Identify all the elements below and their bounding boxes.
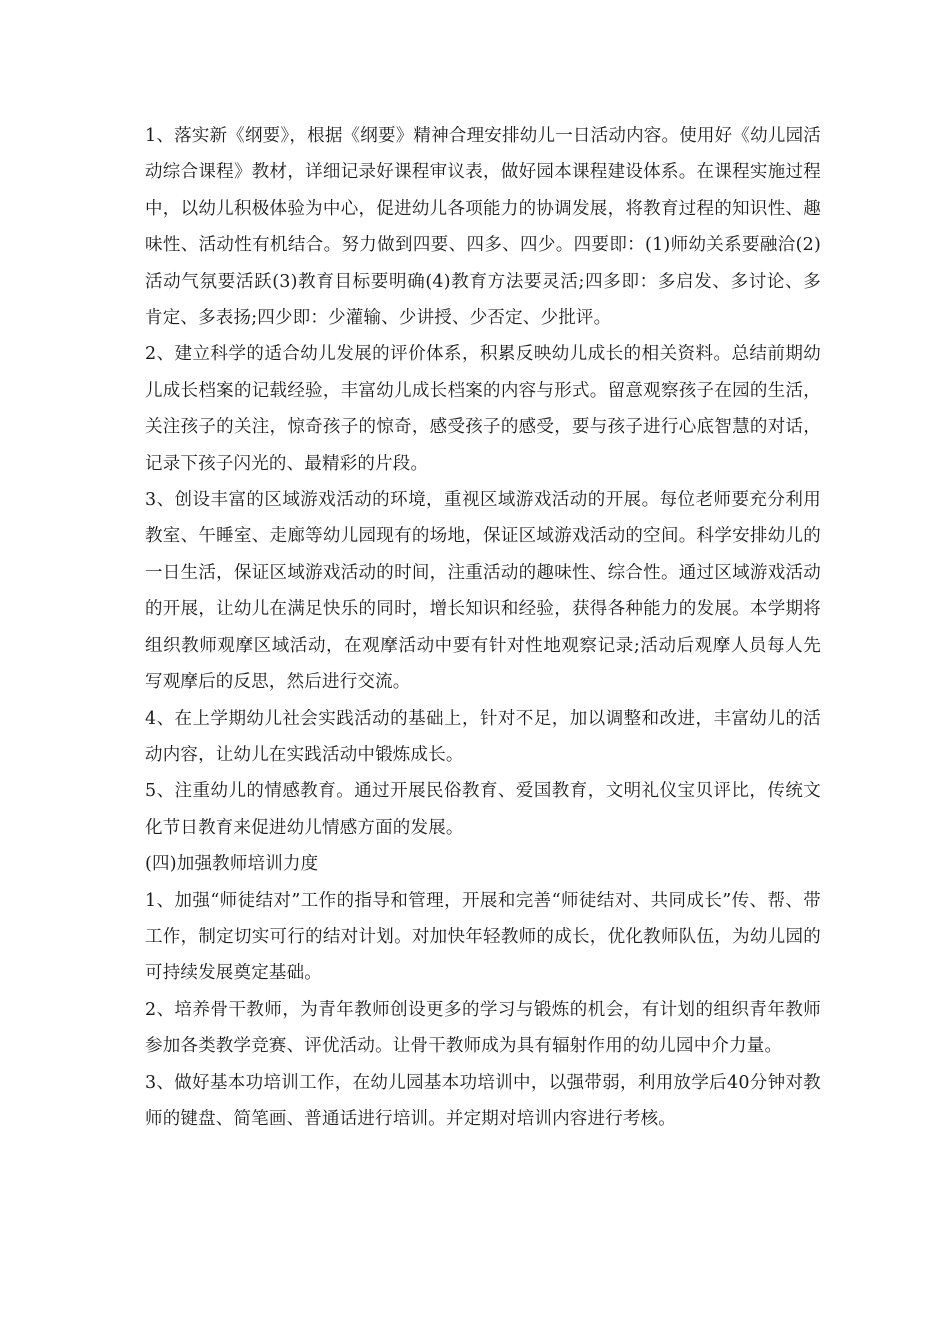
- paragraph-6: 1、加强“师徒结对”工作的指导和管理，开展和完善“师徒结对、共同成长”传、帮、带工作，制定切实可行的结对计划。对加快年轻教师的成长，优化教师队伍，为幼儿园的可持续发展奠定基础。: [145, 890, 821, 984]
- paragraph-7: 2、培养骨干教师，为青年教师创设更多的学习与锻炼的机会，有计划的组织青年教师参加各类教学竞赛、评优活动。让骨干教师成为具有辐射作用的幼儿园中介力量。: [145, 999, 821, 1057]
- paragraph-4: 4、在上学期幼儿社会实践活动的基础上，针对不足，加以调整和改进，丰富幼儿的活动内容，让幼儿在实践活动中锻炼成长。: [145, 708, 821, 765]
- document-body: [145, 118, 821, 1137]
- section-heading: (四)加强教师培训力度: [145, 854, 319, 875]
- paragraph-2: 2、建立科学的适合幼儿发展的评价体系，积累反映幼儿成长的相关资料。总结前期幼儿成长档案的记载经验，丰富幼儿成长档案的内容与形式。留意观察孩子在园的生活，关注孩子的关注，惊奇孩子的惊奇，感受孩子的感受，要与孩子进行心底智慧的对话，记录下孩子闪光的、最精彩的片段。: [145, 344, 821, 474]
- paragraph-8: 3、做好基本功培训工作，在幼儿园基本功培训中，以强带弱，利用放学后40分钟对教师的键盘、简笔画、普通话进行培训。并定期对培训内容进行考核。: [145, 1072, 821, 1129]
- paragraph-3: 3、创设丰富的区域游戏活动的环境，重视区域游戏活动的开展。每位老师要充分利用教室、午睡室、走廊等幼儿园现有的场地，保证区域游戏活动的空间。科学安排幼儿的一日生活，保证区域游戏活动的时间，注重活动的趣味性、综合性。通过区域游戏活动的开展，让幼儿在满足快乐的同时，增长知识和经验，获得各种能力的发展。本学期将组织教师观摩区域活动，在观摩活动中要有针对性地观察记录;活动后观摩人员每人先写观摩后的反思，然后进行交流。: [145, 490, 821, 693]
- paragraph-5: 5、注重幼儿的情感教育。通过开展民俗教育、爱国教育，文明礼仪宝贝评比，传统文化节日教育来促进幼儿情感方面的发展。: [145, 781, 821, 838]
- paragraph-1: 1、落实新《纲要》，根据《纲要》精神合理安排幼儿一日活动内容。使用好《幼儿园活动综合课程》教材，详细记录好课程审议表，做好园本课程建设体系。在课程实施过程中，以幼儿积极体验为中心，促进幼儿各项能力的协调发展，将教育过程的知识性、趣味性、活动性有机结合。努力做到四要、四多、四少。四要即：(1)师幼关系要融洽(2)活动气氛要活跃(3)教育目标要明确(4)教育方法要灵活;四多即：多启发、多讨论、多肯定、多表扬;四少即：少灌输、少讲授、少否定、少批评。: [145, 126, 821, 329]
